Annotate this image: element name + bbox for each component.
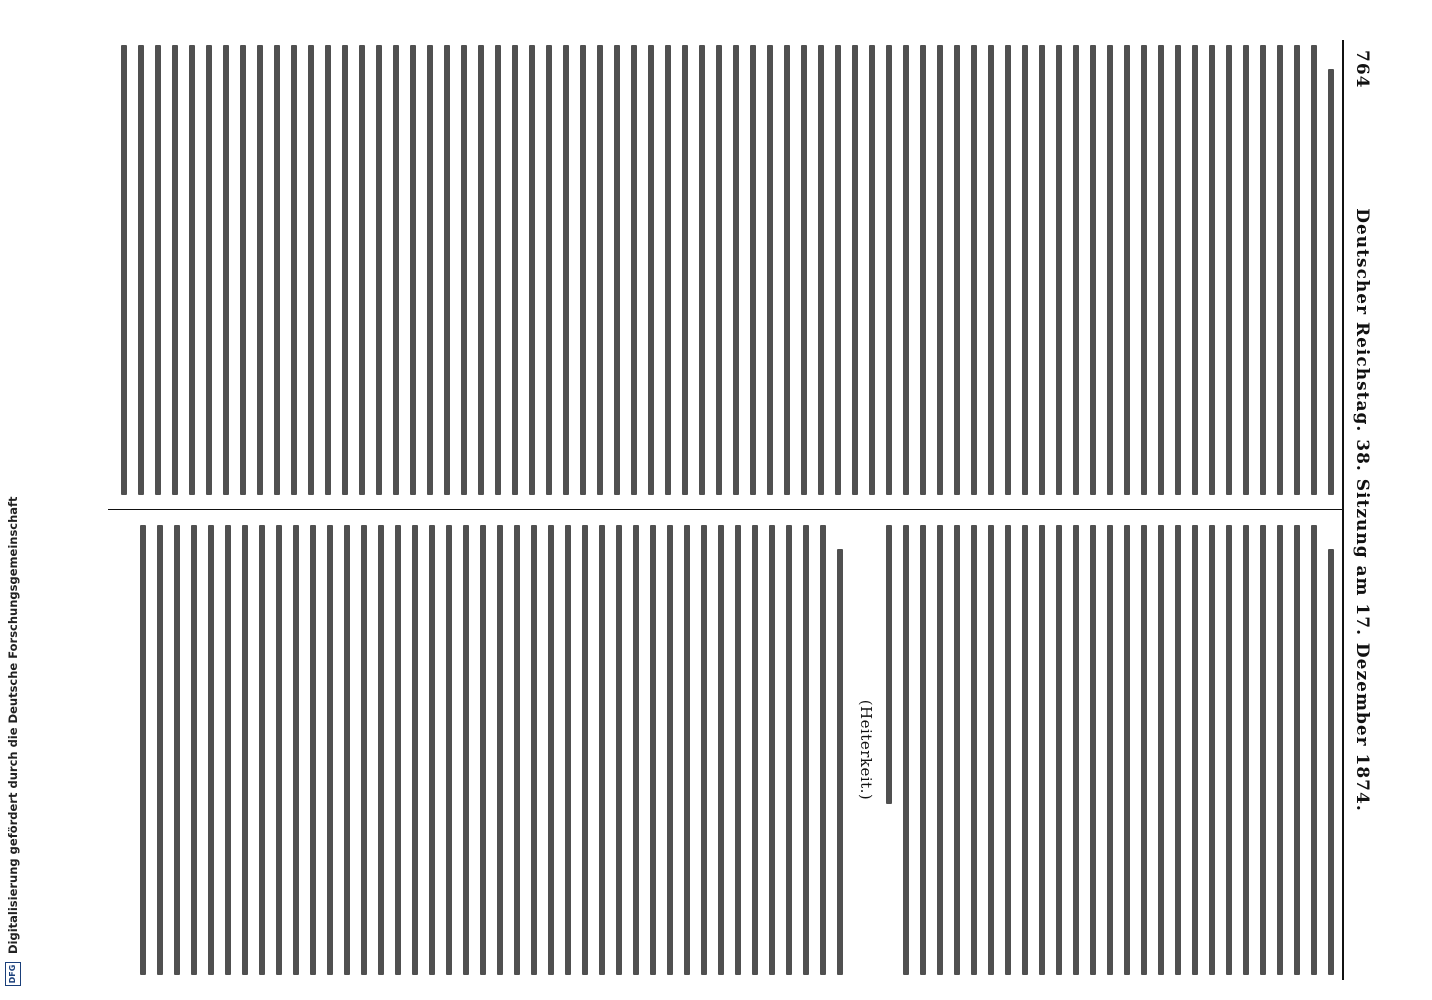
text-line [155,45,161,495]
text-line [597,45,603,495]
text-line [735,525,741,975]
text-line [682,45,688,495]
text-line [1277,525,1283,975]
text-line [359,45,365,495]
text-line [410,45,416,495]
text-line [1005,45,1011,495]
text-line [852,45,858,495]
text-line [818,45,824,495]
text-line [616,525,622,975]
text-line [631,45,637,495]
text-line [1243,525,1249,975]
text-line [174,525,180,975]
dfg-logo: DFG [5,962,21,986]
text-line [886,525,892,804]
text-line [750,45,756,495]
text-line [344,525,350,975]
text-line [480,525,486,975]
text-line [920,525,926,975]
text-line [257,45,263,495]
text-line [701,525,707,975]
text-line [293,525,299,975]
text-line [582,525,588,975]
text-line [971,45,977,495]
text-line [1260,525,1266,975]
page-header [1350,50,1372,970]
text-line [1022,525,1028,975]
text-line [1175,525,1181,975]
text-line [1005,525,1011,975]
text-line [427,45,433,495]
text-line [361,525,367,975]
text-line [393,45,399,495]
text-line [1022,45,1028,495]
page-title: Deutscher Reichstag. 38. Sitzung am 17. Dezember 1874. [1352,208,1372,812]
text-line [429,525,435,975]
text-line [138,45,144,495]
heiterkeit-marker: (Heiterkeit.) [857,699,875,801]
text-line [1209,525,1215,975]
text-line [665,45,671,495]
digitization-note-text: Digitalisierung gefördert durch die Deutsche Forschungsgemeinschaft [6,496,20,954]
text-line [820,525,826,975]
text-line [208,525,214,975]
text-line [920,45,926,495]
text-line [1124,525,1130,975]
text-line [614,45,620,495]
text-line [954,45,960,495]
text-line [259,525,265,975]
text-line [546,45,552,495]
text-line [223,45,229,495]
text-line [1107,45,1113,495]
text-line [1056,45,1062,495]
text-line [580,45,586,495]
text-line [531,525,537,975]
text-line [1073,525,1079,975]
text-line [648,45,654,495]
text-line [461,45,467,495]
text-line [478,45,484,495]
text-line [699,45,705,495]
left-column [114,45,1334,495]
text-line [803,525,809,975]
text-line [903,525,909,975]
text-line [988,45,994,495]
right-column [114,525,1334,975]
text-line [769,525,775,975]
text-line [157,525,163,975]
text-line [1311,525,1317,975]
text-line [903,45,909,495]
text-line [767,45,773,495]
text-line [886,45,892,495]
text-line [801,45,807,495]
text-line [1090,525,1096,975]
text-line [121,45,127,495]
text-line [718,525,724,975]
text-line [869,45,875,495]
text-line [548,525,554,975]
text-line [1124,45,1130,495]
text-line [1226,525,1232,975]
text-line [1294,525,1300,975]
text-line [140,525,146,975]
text-line [1328,69,1334,495]
text-line [633,525,639,975]
text-line [376,45,382,495]
text-line [342,45,348,495]
text-line [1158,45,1164,495]
text-line [733,45,739,495]
text-line [529,45,535,495]
text-line [786,525,792,975]
text-line [206,45,212,495]
text-line [716,45,722,495]
text-line [412,525,418,975]
text-line [242,525,248,975]
text-line [1226,45,1232,495]
text-line [240,45,246,495]
text-line [225,525,231,975]
text-line [1056,525,1062,975]
text-line [514,525,520,975]
text-line [937,45,943,495]
text-line [1039,525,1045,975]
text-line [565,525,571,975]
text-line [325,45,331,495]
page-number: 764 [1352,50,1372,89]
text-line [446,525,452,975]
text-line [1107,525,1113,975]
text-line [291,45,297,495]
text-line [1141,45,1147,495]
text-line [650,525,656,975]
rotated-page [110,30,1390,990]
text-line [1294,45,1300,495]
text-line [189,45,195,495]
text-line [497,525,503,975]
text-line [463,525,469,975]
text-line [191,525,197,975]
text-line [937,525,943,975]
text-line [444,45,450,495]
text-line [1158,525,1164,975]
text-line [512,45,518,495]
text-line [835,45,841,495]
text-line [1039,45,1045,495]
text-line [1192,45,1198,495]
text-line [395,525,401,975]
text-line [1141,525,1147,975]
text-line [837,549,843,975]
text-line [784,45,790,495]
text-line [954,525,960,975]
text-line [684,525,690,975]
digitization-note [0,0,26,1000]
text-line [276,525,282,975]
text-line [1090,45,1096,495]
text-line [1073,45,1079,495]
column-divider [108,509,1344,510]
text-line [988,525,994,975]
text-line [327,525,333,975]
text-line [563,45,569,495]
text-line [172,45,178,495]
text-line [599,525,605,975]
text-line [1243,45,1249,495]
text-line [274,45,280,495]
text-line [1175,45,1181,495]
text-line [378,525,384,975]
text-line [1192,525,1198,975]
text-line [1328,549,1334,975]
header-rule [1342,40,1344,980]
text-line [1277,45,1283,495]
text-line [971,525,977,975]
text-line [667,525,673,975]
text-line [1209,45,1215,495]
text-line [495,45,501,495]
text-line [1311,45,1317,495]
text-line [310,525,316,975]
text-line [308,45,314,495]
text-line [752,525,758,975]
text-line [1260,45,1266,495]
